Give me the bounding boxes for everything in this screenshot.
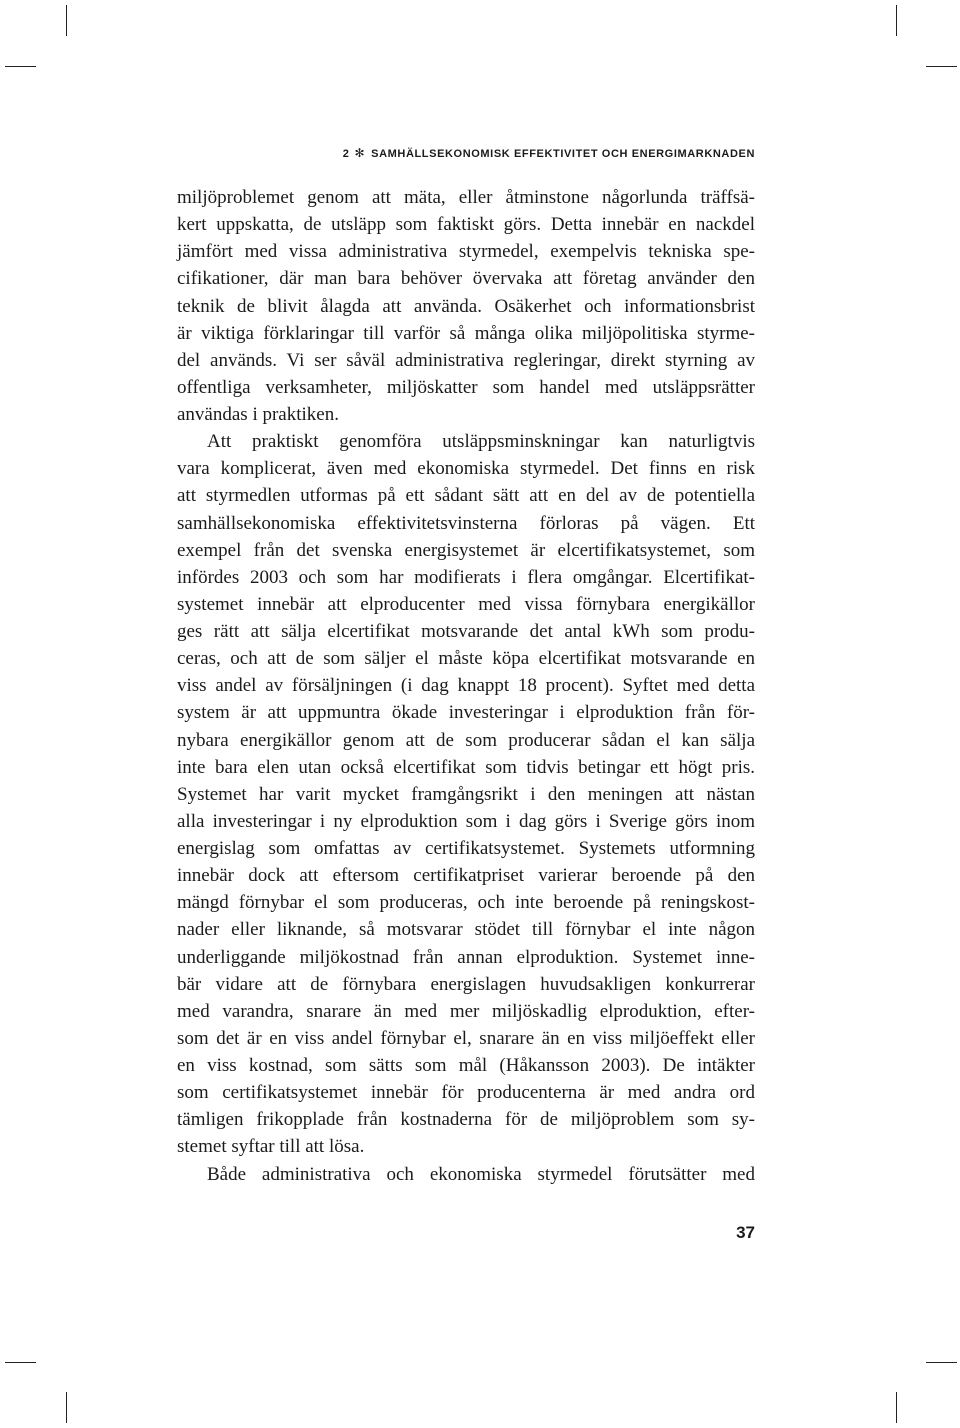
text-line: energislag som omfattas av certifikatsystemet. Systemets utformning <box>177 838 755 859</box>
body-text <box>177 184 755 1188</box>
text-line: ges rätt att sälja elcertifikat motsvarande det antal kWh som produ- <box>177 621 755 642</box>
crop-mark-top-right-vertical <box>896 5 897 36</box>
text-line: system är att uppmuntra ökade investeringar i elproduktion från för- <box>177 702 755 724</box>
text-line: tämligen frikopplade från kostnaderna för de miljöproblem som sy- <box>177 1109 755 1131</box>
text-line: med varandra, snarare än med mer miljöskadlig elproduktion, efter- <box>177 1000 755 1022</box>
text-line: viss andel av försäljningen (i dag knappt 18 procent). Syftet med detta <box>177 675 755 697</box>
text-line: Både administrativa och ekonomiska styrmedel förutsätter med <box>207 1163 755 1185</box>
running-header <box>343 145 755 161</box>
text-line: infördes 2003 och som har modifierats i flera omgångar. Elcertifikat- <box>177 566 755 588</box>
crop-mark-bottom-left-horizontal <box>5 1362 36 1363</box>
text-line: exempel från det svenska energisystemet är elcertifikatsystemet, som <box>177 539 755 561</box>
text-line: miljöproblemet genom att mäta, eller åtminstone någorlunda träffsä- <box>177 187 755 208</box>
text-line: som certifikatsystemet innebär för producenterna är med andra ord <box>177 1082 755 1104</box>
chapter-separator: ✻ <box>354 146 366 160</box>
page-number: 37 <box>736 1223 755 1242</box>
text-line: inte bara elen utan också elcertifikat som tidvis betingar ett högt pris. <box>177 756 755 778</box>
paragraph <box>177 184 755 428</box>
text-line: cifikationer, där man bara behöver övervaka att företag använder den <box>177 268 755 290</box>
paragraph <box>177 1161 755 1188</box>
text-line: kert uppskatta, de utsläpp som faktiskt görs. Detta innebär en nackdel <box>177 214 755 236</box>
text-line: alla investeringar i ny elproduktion som i dag görs i Sverige görs inom <box>177 810 755 832</box>
crop-mark-top-right-horizontal <box>926 66 957 67</box>
crop-mark-bottom-right-horizontal <box>926 1362 957 1363</box>
crop-mark-bottom-left-vertical <box>66 1392 67 1423</box>
text-line: mängd förnybar el som produceras, och inte beroende på reningskost- <box>177 892 755 914</box>
text-line: Systemet har varit mycket framgångsrikt i den meningen att nästan <box>177 783 755 805</box>
text-line: är viktiga förklaringar till varför så många olika miljöpolitiska styrme- <box>177 322 755 344</box>
running-title: SAMHÄLLSEKONOMISK EFFEKTIVITET OCH ENERGIMARKNADEN <box>371 148 755 160</box>
paragraph <box>177 428 755 1160</box>
text-line: innebär dock att eftersom certifikatpriset varierar beroende på den <box>177 865 755 887</box>
text-line: en viss kostnad, som sätts som mål (Håkansson 2003). De intäkter <box>177 1055 755 1076</box>
text-line: stemet syftar till att lösa. <box>177 1136 365 1158</box>
crop-mark-top-left-vertical <box>66 5 67 36</box>
text-line: som det är en viss andel förnybar el, snarare än en viss miljöeffekt eller <box>177 1027 755 1049</box>
text-line: nader eller liknande, så motsvarar stödet till förnybar el inte någon <box>177 919 755 941</box>
text-line: underliggande miljökostnad från annan elproduktion. Systemet inne- <box>177 946 755 968</box>
crop-mark-bottom-right-vertical <box>896 1392 897 1423</box>
text-line: del används. Vi ser såväl administrativa regleringar, direkt styrning av <box>177 349 755 371</box>
text-line: Att praktiskt genomföra utsläppsminskningar kan naturligtvis <box>207 431 755 453</box>
text-line: jämfört med vissa administrativa styrmedel, exempelvis tekniska spe- <box>177 241 755 263</box>
crop-mark-top-left-horizontal <box>5 66 36 67</box>
text-line: samhällsekonomiska effektivitetsvinsterna förloras på vägen. Ett <box>177 512 755 534</box>
text-line: ceras, och att de som säljer el måste köpa elcertifikat motsvarande en <box>177 648 755 670</box>
text-line: bär vidare att de förnybara energislagen huvudsakligen konkurrerar <box>177 973 755 995</box>
text-line: offentliga verksamheter, miljöskatter som handel med utsläppsrätter <box>177 376 755 398</box>
text-line: systemet innebär att elproducenter med vissa förnybara energikällor <box>177 593 755 615</box>
text-line: användas i praktiken. <box>177 404 339 425</box>
chapter-number: 2 <box>342 148 350 160</box>
text-line: att styrmedlen utformas på ett sådant sätt att en del av de potentiella <box>177 485 755 507</box>
text-line: nybara energikällor genom att de som producerar sådan el kan sälja <box>177 729 755 751</box>
text-line: teknik de blivit ålagda att använda. Osäkerhet och informationsbrist <box>177 295 755 317</box>
text-line: vara komplicerat, även med ekonomiska styrmedel. Det finns en risk <box>177 458 755 480</box>
